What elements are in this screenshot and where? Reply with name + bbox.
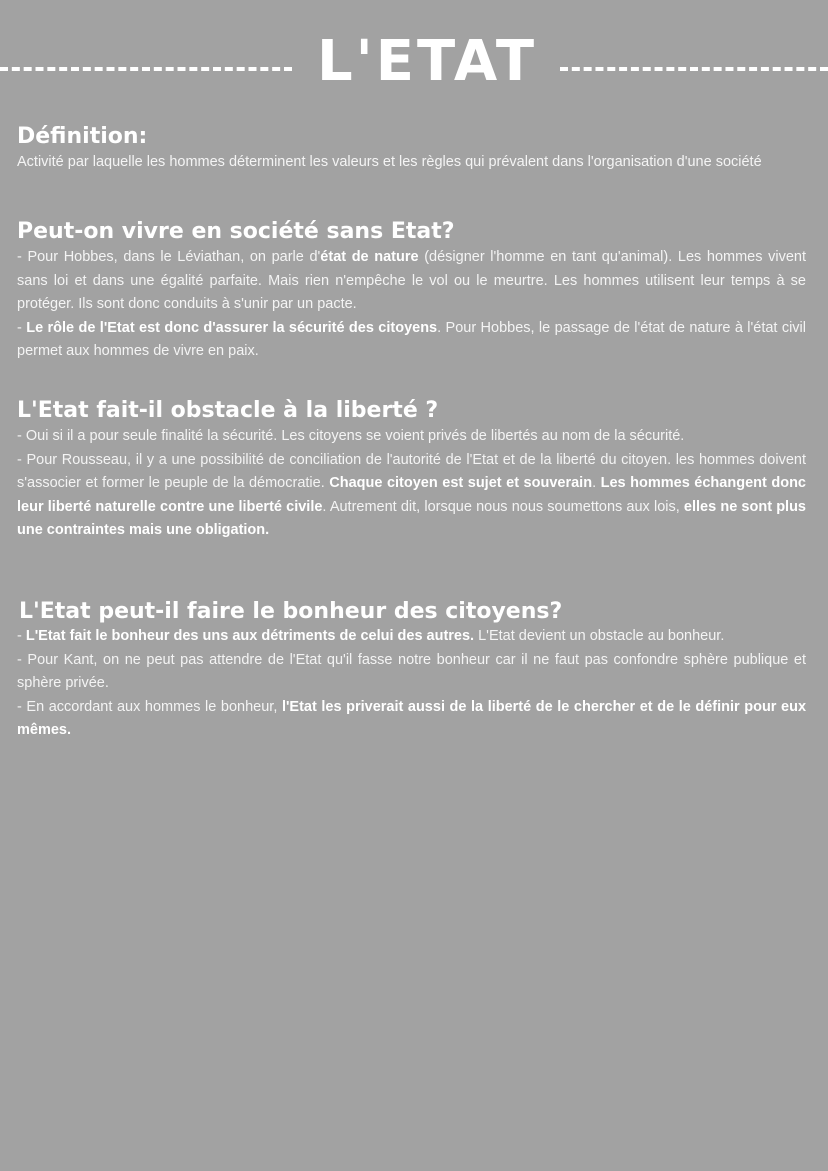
- paragraph: - Pour Kant, on ne peut pas attendre de l'Etat qu'il fasse notre bonheur car il ne faut pas confondre sphère publique et sphère privée.: [17, 651, 806, 691]
- section-society-without-state: [17, 218, 806, 364]
- paragraph: - Le rôle de l'Etat est donc d'assurer la sécurité des citoyens. Pour Hobbes, le passage de l'état de nature à l'état civil permet aux hommes de vivre en paix.: [17, 319, 806, 359]
- dashed-divider-right: [560, 67, 828, 71]
- section-state-and-happiness-body: [17, 625, 806, 743]
- definition-text: Activité par laquelle les hommes déterminent les valeurs et les règles qui prévalent dans l'organisation d'une société: [17, 154, 762, 170]
- section-state-and-happiness: [19, 598, 808, 626]
- definition-heading: Définition:: [17, 124, 148, 149]
- paragraph: - Pour Rousseau, il y a une possibilité de conciliation de l'autorité de l'Etat et de la liberté du citoyen. les hommes doivent s'associer et former le peuple de la démocratie. Chaque citoyen est sujet et souverain. Les hommes échangent donc leur liberté naturelle contre une liberté civile. Autrement dit, lorsque nous nous soumettons aux lois, elles ne sont plus une contraintes mais une obligation.: [17, 451, 806, 538]
- section-heading: Peut-on vivre en société sans Etat?: [17, 219, 455, 244]
- section-heading: L'Etat fait-il obstacle à la liberté ?: [17, 398, 439, 423]
- paragraph: - L'Etat fait le bonheur des uns aux détriments de celui des autres. L'Etat devient un obstacle au bonheur.: [17, 628, 725, 644]
- paragraph: - Oui si il a pour seule finalité la sécurité. Les citoyens se voient privés de libertés au nom de la sécurité.: [17, 428, 685, 444]
- page-title: L'ETAT: [316, 29, 538, 94]
- section-state-and-liberty: [17, 397, 806, 543]
- section-heading: L'Etat peut-il faire le bonheur des citoyens?: [19, 599, 563, 624]
- definition-section: [17, 123, 806, 174]
- paragraph: - Pour Hobbes, dans le Léviathan, on parle d'état de nature (désigner l'homme en tant qu'animal). Les hommes vivent sans loi et dans une égalité parfaite. Mais rien n'empêche le vol ou le meurtre. Les hommes utilisent leur temps à se protéger. Ils sont donc conduits à s'unir par un pacte.: [17, 249, 806, 312]
- dashed-divider-left: [0, 67, 292, 71]
- paragraph: - En accordant aux hommes le bonheur, l'Etat les priverait aussi de la liberté de le chercher et de le définir pour eux mêmes.: [17, 698, 807, 738]
- title-row: [0, 30, 828, 94]
